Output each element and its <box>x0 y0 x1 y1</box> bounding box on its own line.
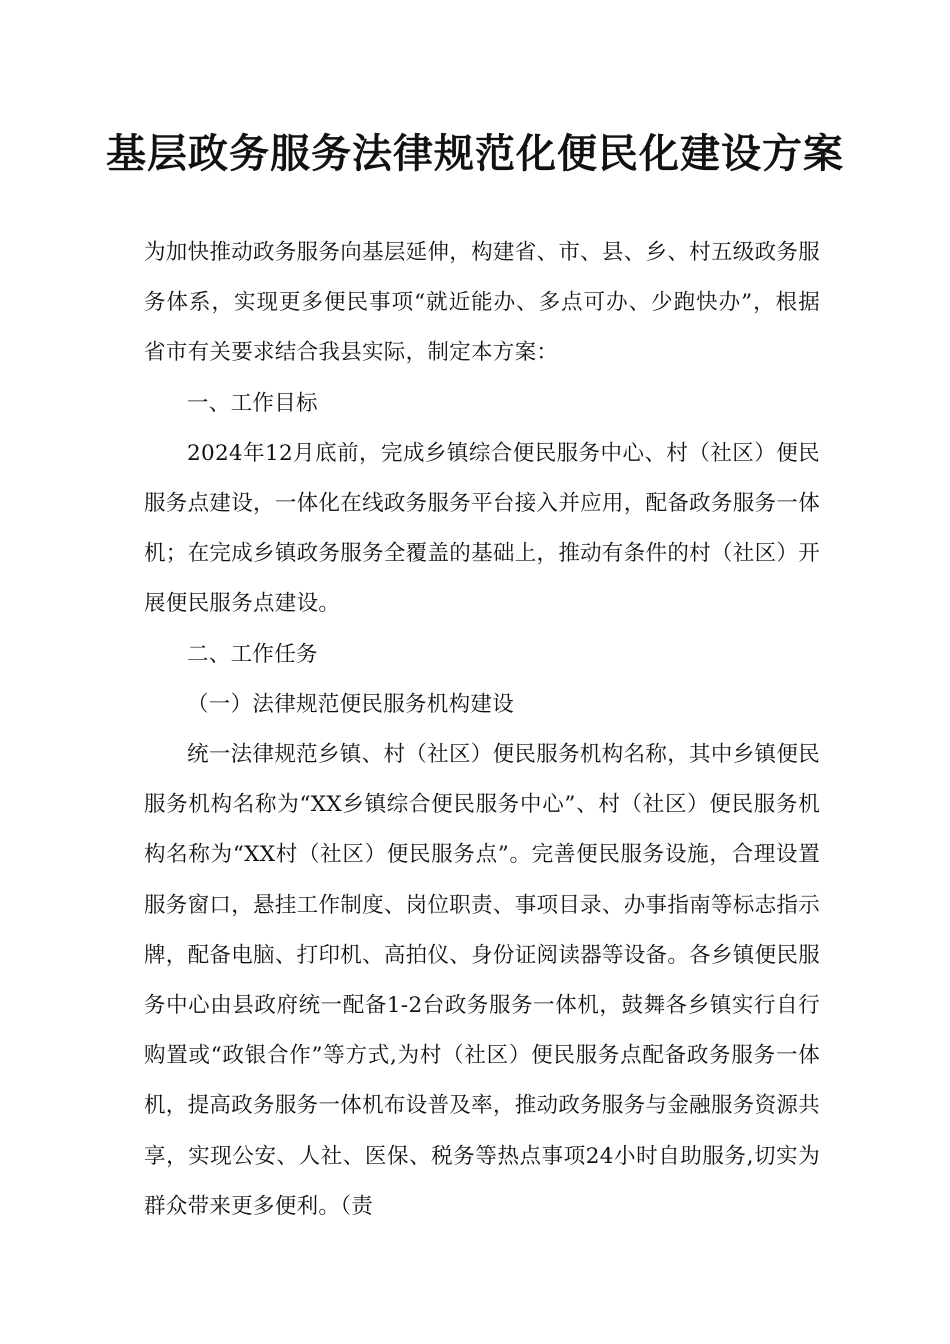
document-body <box>144 228 820 1232</box>
subsection-heading-institution: （一）法律规范便民服务机构建设 <box>187 691 515 717</box>
section-heading-tasks: 二、工作任务 <box>187 641 318 667</box>
goals-paragraph: 2024年12月底前，完成乡镇综合便民服务中心、村（社区）便民服务点建设，一体化在线政务服务平台接入并应用，配备政务服务一体机；在完成乡镇政务服务全覆盖的基础上，推动有条件的村（社区）开展便民服务点建设。 <box>144 440 820 617</box>
institution-paragraph: 统一法律规范乡镇、村（社区）便民服务机构名称，其中乡镇便民服务机构名称为“XX乡镇综合便民服务中心”、村（社区）便民服务机构名称为“XX村（社区）便民服务点”。完善便民服务设施，合理设置服务窗口，悬挂工作制度、岗位职责、事项目录、办事指南等标志指示牌，配备电脑、打印机、高拍仪、身份证阅读器等设备。各乡镇便民服务中心由县政府统一配备1-2台政务服务一体机，鼓舞各乡镇实行自行购置或“政银合作”等方式,为村（社区）便民服务点配备政务服务一体机，提高政务服务一体机布设普及率，推动政务服务与金融服务资源共享，实现公安、人社、医保、税务等热点事项24小时自助服务,切实为群众带来更多便利。（责 <box>144 742 820 1219</box>
section-heading-goals: 一、工作目标 <box>187 390 318 416</box>
intro-paragraph: 为加快推动政务服务向基层延伸，构建省、市、县、乡、村五级政务服务体系，实现更多便民事项“就近能办、多点可办、少跑快办”，根据省市有关要求结合我县实际，制定本方案： <box>144 240 820 366</box>
document-title: 基层政务服务法律规范化便民化建设方案 <box>106 131 844 177</box>
